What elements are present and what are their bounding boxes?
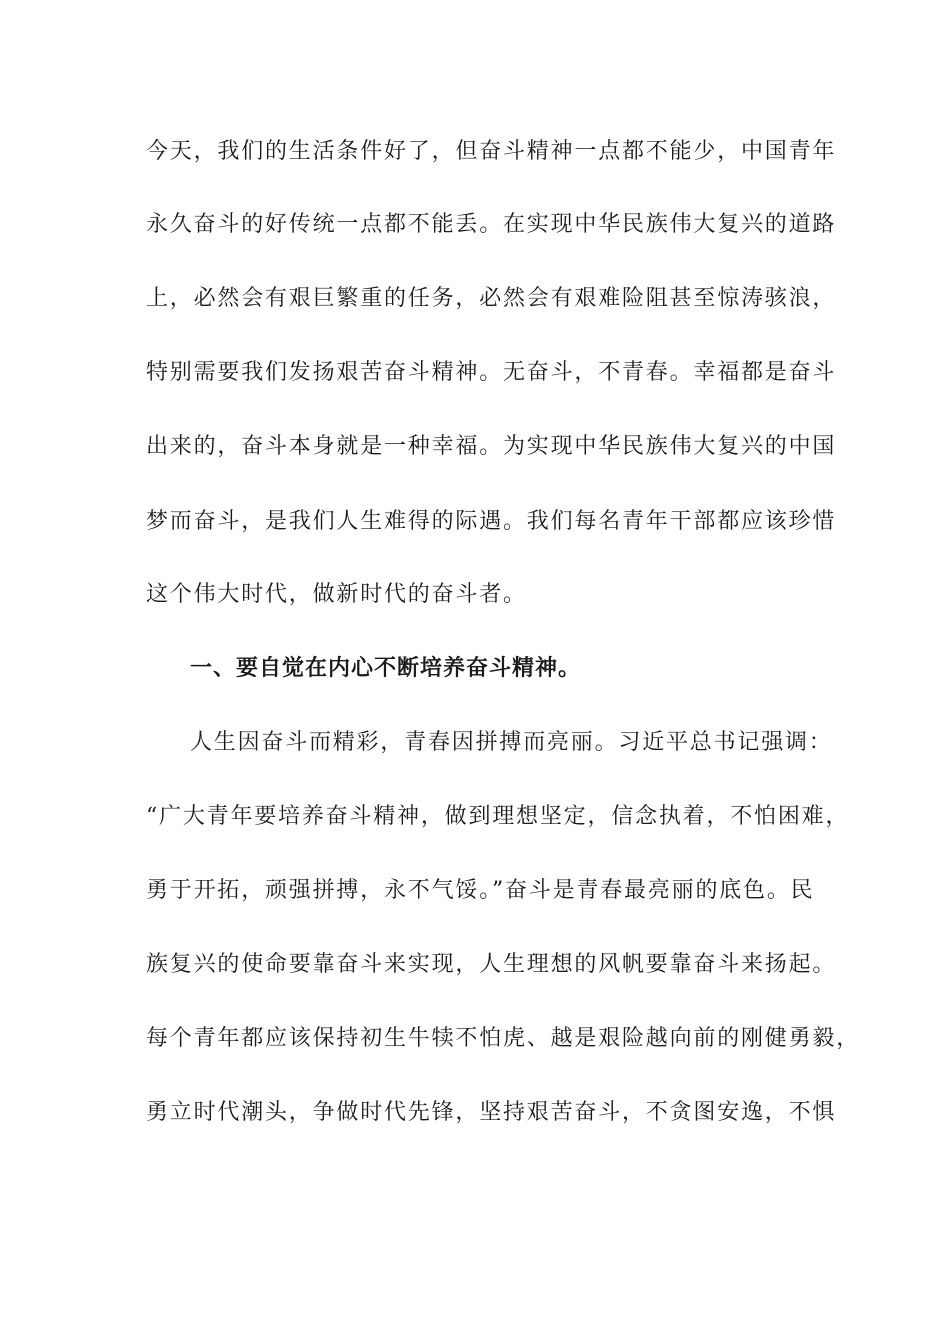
paragraph-2-line-6: 勇立时代潮头，争做时代先锋，坚持艰苦奋斗，不贪图安逸，不惧 [146, 1100, 837, 1125]
paragraph-1-line-2: 永久奋斗的好传统一点都不能丢。在实现中华民族伟大复兴的道路 [146, 212, 837, 237]
paragraph-2-line-4: 族复兴的使命要靠奋斗来实现，人生理想的风帆要靠奋斗来扬起。 [146, 952, 837, 977]
paragraph-1-line-6: 梦而奋斗，是我们人生难得的际遇。我们每名青年干部都应该珍惜 [146, 509, 837, 534]
paragraph-1-line-3: 上，必然会有艰巨繁重的任务，必然会有艰难险阻甚至惊涛骇浪， [146, 286, 837, 311]
paragraph-2-line-2: “广大青年要培养奋斗精神，做到理想坚定，信念执着，不怕困难， [146, 804, 850, 829]
paragraph-2-line-3: 勇于开拓，顽强拼搏，永不气馁。”奋斗是青春最亮丽的底色。民 [146, 878, 815, 903]
paragraph-1-line-7: 这个伟大时代，做新时代的奋斗者。 [146, 582, 527, 607]
paragraph-2-line-5: 每个青年都应该保持初生牛犊不怕虎、越是艰险越向前的刚健勇毅， [146, 1026, 861, 1051]
paragraph-2-line-1: 人生因奋斗而精彩，青春因拼搏而亮丽。习近平总书记强调： [190, 730, 833, 755]
paragraph-1-line-1: 今天，我们的生活条件好了，但奋斗精神一点都不能少，中国青年 [146, 139, 837, 164]
paragraph-1-line-5: 出来的，奋斗本身就是一种幸福。为实现中华民族伟大复兴的中国 [146, 434, 837, 459]
paragraph-1-line-4: 特别需要我们发扬艰苦奋斗精神。无奋斗，不青春。幸福都是奋斗 [146, 360, 837, 385]
section-heading-1: 一、要自觉在内心不断培养奋斗精神。 [190, 656, 582, 681]
